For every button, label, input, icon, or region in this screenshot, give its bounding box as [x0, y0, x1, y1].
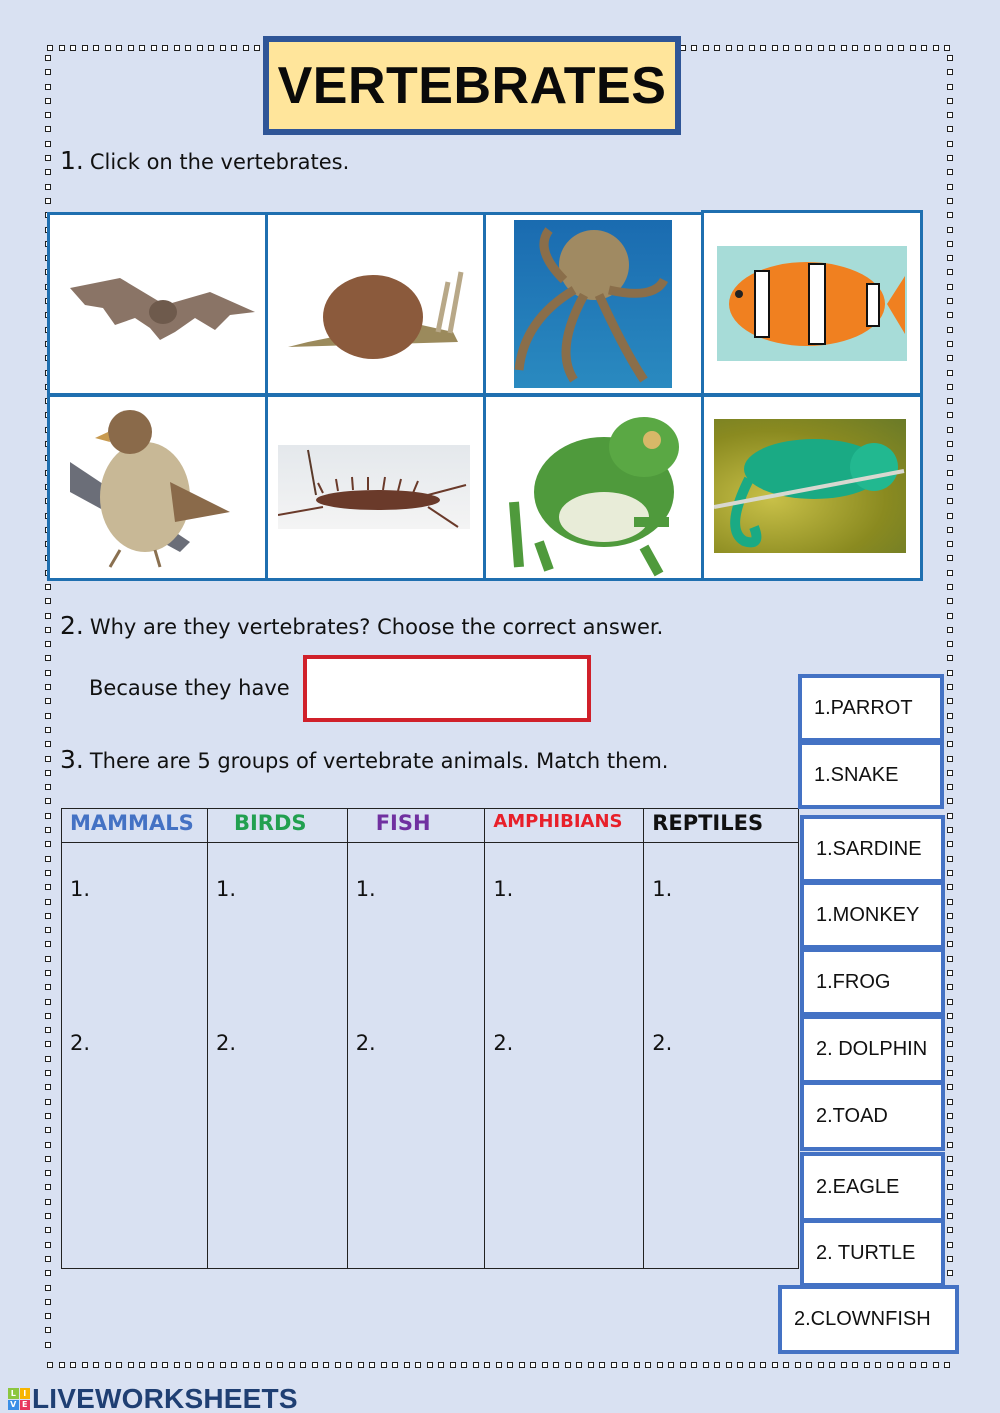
dotted-border-bottom — [47, 1362, 957, 1369]
question-text: Click on the vertebrates. — [89, 150, 350, 174]
birds-drop-column[interactable] — [207, 843, 347, 1269]
question-3 — [60, 745, 669, 774]
vertebrate-groups-table — [61, 808, 799, 1269]
word-tile-sardine[interactable]: 1.SARDINE — [800, 815, 945, 883]
reptiles-drop-column[interactable] — [644, 843, 799, 1269]
title-banner — [263, 36, 681, 135]
slot-2-label: 2. — [215, 1031, 236, 1055]
question-text: There are 5 groups of vertebrate animals. Match them. — [89, 749, 669, 773]
slot-1-label: 1. — [652, 877, 673, 901]
question-number: 3. — [60, 745, 84, 774]
question-1 — [60, 146, 349, 175]
centipede-image — [278, 445, 470, 529]
snail-image — [278, 267, 478, 367]
dotted-border-right — [947, 55, 954, 1365]
clownfish-image — [717, 246, 907, 361]
slot-1-label: 1. — [493, 877, 514, 901]
question-2 — [60, 611, 663, 640]
animal-card-chameleon[interactable] — [701, 394, 923, 581]
question-number: 2. — [60, 611, 84, 640]
chameleon-image — [714, 419, 906, 553]
animal-card-sparrow[interactable] — [47, 394, 268, 581]
slot-2-label: 2. — [652, 1031, 673, 1055]
slot-1-label: 1. — [215, 877, 236, 901]
header-reptiles: REPTILES — [644, 809, 799, 843]
word-tile-monkey[interactable]: 1.MONKEY — [800, 881, 945, 949]
animal-card-frog[interactable] — [483, 394, 704, 581]
word-tile-dolphin[interactable]: 2. DOLPHIN — [800, 1015, 945, 1084]
octopus-image — [514, 220, 672, 388]
slot-2-label: 2. — [493, 1031, 514, 1055]
question-text: Why are they vertebrates? Choose the correct answer. — [89, 615, 664, 639]
header-amphibians: AMPHIBIANS — [485, 809, 644, 843]
page-title: VERTEBRATES — [277, 56, 667, 115]
word-tile-toad[interactable]: 2.TOAD — [800, 1081, 945, 1151]
brand-name: LIVEWORKSHEETS — [32, 1383, 298, 1413]
answer-prompt: Because they have — [89, 676, 290, 700]
question-number: 1. — [60, 146, 84, 175]
amphibians-drop-column[interactable] — [485, 843, 644, 1269]
animal-card-centipede[interactable] — [265, 394, 486, 581]
header-mammals: MAMMALS — [62, 809, 208, 843]
word-tile-eagle[interactable]: 2.EAGLE — [800, 1152, 945, 1222]
slot-1-label: 1. — [70, 877, 91, 901]
animal-card-clownfish[interactable] — [701, 210, 923, 396]
sparrow-image — [60, 402, 260, 572]
word-tile-parrot[interactable]: 1.PARROT — [798, 674, 944, 742]
word-tile-turtle[interactable]: 2. TURTLE — [800, 1219, 945, 1287]
animal-card-snail[interactable] — [265, 212, 486, 396]
header-fish: FISH — [347, 809, 485, 843]
logo-cube-icon: L I V E — [8, 1388, 30, 1410]
fish-drop-column[interactable] — [347, 843, 485, 1269]
slot-2-label: 2. — [70, 1031, 91, 1055]
header-birds: BIRDS — [207, 809, 347, 843]
liveworksheets-logo[interactable] — [8, 1383, 298, 1413]
word-tile-frog[interactable]: 1.FROG — [800, 948, 945, 1016]
answer-drop-zone[interactable] — [303, 655, 591, 722]
frog-image — [494, 402, 694, 577]
animal-image-grid — [47, 210, 923, 581]
slot-2-label: 2. — [355, 1031, 376, 1055]
animal-card-octopus[interactable] — [483, 212, 704, 396]
bat-image — [65, 270, 265, 350]
word-tile-snake[interactable]: 1.SNAKE — [798, 741, 944, 809]
slot-1-label: 1. — [355, 877, 376, 901]
mammals-drop-column[interactable] — [62, 843, 208, 1269]
animal-card-bat[interactable] — [47, 212, 268, 396]
word-tile-clownfish[interactable]: 2.CLOWNFISH — [778, 1285, 959, 1354]
